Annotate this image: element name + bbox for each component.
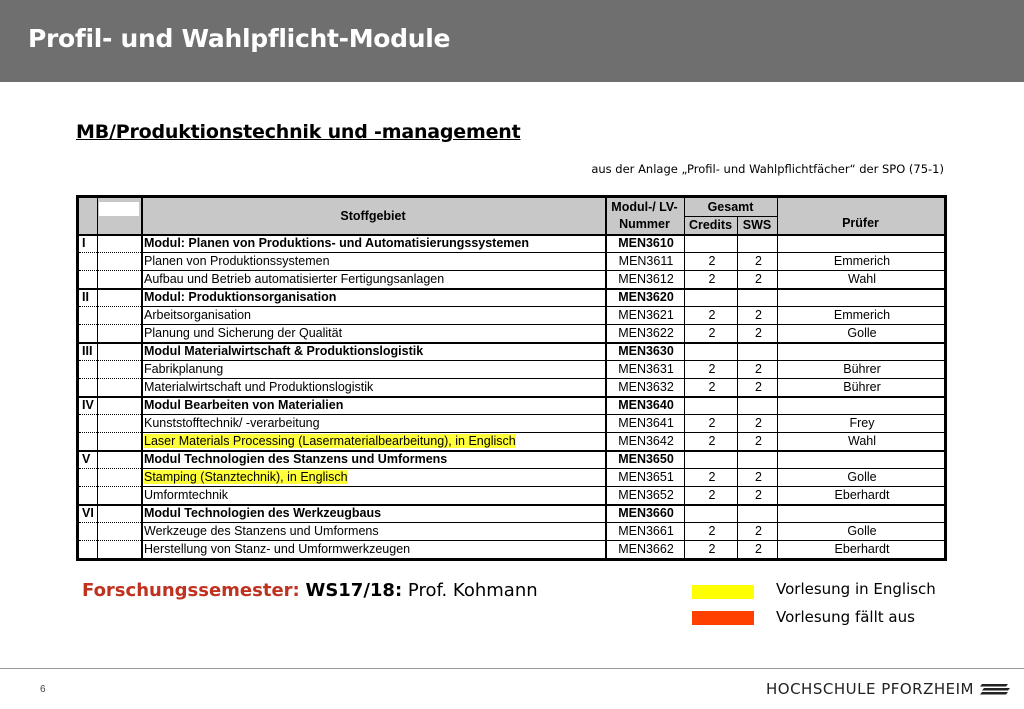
roman-numeral	[79, 414, 97, 432]
examiner-name: Emmerich	[833, 308, 891, 322]
university-logo-icon	[980, 683, 1010, 695]
row-rule	[141, 540, 944, 541]
row-rule	[141, 378, 944, 379]
subject-name: Umformtechnik	[144, 488, 229, 502]
module-number: MEN3622	[618, 326, 674, 340]
dotted-rule	[79, 414, 141, 416]
subject-name: Modul: Produktionsorganisation	[144, 290, 337, 304]
header-module-number	[605, 198, 684, 234]
research-semester-label: Forschungssemester:	[82, 580, 300, 601]
dotted-rule	[79, 270, 141, 272]
subject-name: Modul Technologien des Stanzens und Umformens	[144, 452, 448, 466]
sws-value: 2	[755, 308, 762, 322]
subject-name: Modul Materialwirtschaft & Produktionslogistik	[144, 344, 424, 358]
module-number: MEN3661	[618, 524, 674, 538]
module-number: MEN3641	[618, 416, 674, 430]
legend-label-cancelled: Vorlesung fällt aus	[776, 608, 915, 626]
group-rule	[79, 504, 944, 506]
sws-value: 2	[755, 416, 762, 430]
row-rule	[141, 252, 944, 253]
module-number: MEN3632	[618, 380, 674, 394]
highlight-english: Stamping (Stanztechnik), in Englisch	[144, 470, 348, 484]
title-bar	[0, 0, 1024, 82]
roman-numeral: VI	[82, 506, 94, 520]
subject-name: Werkzeuge des Stanzens und Umformens	[144, 524, 379, 538]
row-rule	[141, 522, 944, 523]
credits-value: 2	[708, 272, 716, 286]
course-row	[79, 486, 944, 504]
module-number: MEN3642	[618, 434, 674, 448]
subject-name: Fabrikplanung	[144, 362, 224, 376]
sws-value: 2	[755, 380, 762, 394]
examiner-name: Wahl	[847, 272, 876, 286]
legend-swatch-english	[692, 585, 754, 599]
module-number: MEN3630	[618, 344, 674, 358]
module-number: MEN3662	[618, 542, 674, 556]
examiner-name: Bührer	[843, 380, 881, 394]
examiner-name	[777, 396, 944, 414]
credits-value	[684, 396, 737, 414]
research-semester-term: WS17/18:	[305, 580, 403, 601]
examiner-name: Golle	[847, 524, 877, 538]
module-row	[79, 234, 944, 252]
roman-numeral	[79, 522, 97, 540]
module-number: MEN3652	[618, 488, 674, 502]
credits-value	[684, 450, 737, 468]
course-row	[79, 306, 944, 324]
module-number: MEN3620	[618, 290, 674, 304]
module-row	[79, 504, 944, 522]
credits-value: 2	[708, 326, 716, 340]
legend-swatch-cancelled	[692, 611, 754, 625]
row-rule	[141, 486, 944, 487]
row-rule	[141, 270, 944, 271]
subject-name	[141, 432, 605, 450]
page-number: 6	[40, 684, 46, 695]
sws-value	[737, 504, 777, 522]
roman-numeral	[79, 252, 97, 270]
row-rule	[141, 306, 944, 307]
course-row	[79, 252, 944, 270]
course-row	[79, 378, 944, 396]
sws-value	[737, 450, 777, 468]
course-row	[79, 270, 944, 288]
row-rule	[141, 360, 944, 361]
section-subtitle: MB/Produktionstechnik und -management	[76, 121, 521, 143]
dotted-rule	[79, 378, 141, 380]
credits-value	[684, 234, 737, 252]
header-cell-blank	[79, 198, 97, 234]
subject-name: Modul Technologien des Werkzeugbaus	[144, 506, 382, 520]
highlight-english: Laser Materials Processing (Lasermaterialbearbeitung), in Englisch	[144, 434, 516, 448]
research-semester-person: Prof. Kohmann	[407, 580, 538, 601]
examiner-name: Eberhardt	[834, 488, 890, 502]
row-rule	[141, 468, 944, 469]
dotted-rule	[79, 432, 141, 434]
group-rule	[79, 342, 944, 344]
legend-label-english: Vorlesung in Englisch	[776, 580, 936, 598]
sws-value: 2	[755, 272, 762, 286]
sws-value: 2	[755, 488, 762, 502]
examiner-name	[777, 504, 944, 522]
roman-numeral: III	[82, 344, 93, 358]
subject-name: Materialwirtschaft und Produktionslogistik	[144, 380, 374, 394]
header-module-number-line1: Modul-/ LV-	[611, 200, 678, 214]
sws-value	[737, 342, 777, 360]
header-credits: Credits	[684, 216, 737, 234]
credits-value: 2	[708, 488, 716, 502]
module-row	[79, 342, 944, 360]
examiner-name: Eberhardt	[834, 542, 890, 556]
sws-value: 2	[755, 362, 762, 376]
module-number: MEN3612	[618, 272, 674, 286]
credits-value	[684, 342, 737, 360]
module-number: MEN3651	[618, 470, 674, 484]
roman-numeral	[79, 378, 97, 396]
sws-value: 2	[755, 326, 762, 340]
module-row	[79, 288, 944, 306]
module-number: MEN3631	[618, 362, 674, 376]
credits-value: 2	[708, 434, 716, 448]
credits-value: 2	[708, 362, 716, 376]
column-divider	[737, 216, 738, 558]
roman-numeral: II	[82, 290, 89, 304]
subject-name: Herstellung von Stanz- und Umformwerkzeugen	[144, 542, 411, 556]
header-bottom-rule	[79, 234, 944, 236]
header-stoffgebiet: Stoffgebiet	[141, 198, 605, 234]
dotted-rule	[79, 468, 141, 470]
module-number: MEN3611	[618, 254, 674, 268]
subject-name: Arbeitsorganisation	[144, 308, 252, 322]
group-rule	[79, 396, 944, 398]
module-number: MEN3650	[618, 452, 674, 466]
module-row	[79, 450, 944, 468]
sws-value: 2	[755, 542, 762, 556]
module-row	[79, 396, 944, 414]
roman-numeral	[79, 486, 97, 504]
sws-value	[737, 396, 777, 414]
credits-value: 2	[708, 470, 716, 484]
dotted-rule	[79, 324, 141, 326]
credits-value: 2	[708, 254, 716, 268]
course-row	[79, 522, 944, 540]
header-gesamt: Gesamt	[684, 198, 777, 216]
examiner-name	[777, 450, 944, 468]
header-divider	[684, 216, 777, 217]
module-number: MEN3610	[618, 236, 674, 250]
header-sws: SWS	[737, 216, 777, 234]
credits-value: 2	[708, 524, 716, 538]
roman-numeral	[79, 324, 97, 342]
sws-value	[737, 234, 777, 252]
examiner-name: Bührer	[843, 362, 881, 376]
row-rule	[141, 414, 944, 415]
course-row	[79, 540, 944, 558]
research-semester-note	[82, 580, 538, 601]
roman-numeral	[79, 432, 97, 450]
course-row	[79, 324, 944, 342]
module-table	[76, 195, 947, 561]
roman-numeral	[79, 360, 97, 378]
header-module-number-line2: Nummer	[619, 217, 670, 231]
credits-value: 2	[708, 308, 716, 322]
examiner-name: Wahl	[847, 434, 876, 448]
subject-name: Kunststofftechnik/ -verarbeitung	[144, 416, 320, 430]
course-row	[79, 414, 944, 432]
course-row	[79, 468, 944, 486]
module-number: MEN3660	[618, 506, 674, 520]
group-rule	[79, 288, 944, 290]
roman-numeral	[79, 468, 97, 486]
roman-numeral: V	[82, 452, 91, 466]
dotted-rule	[79, 306, 141, 308]
examiner-name	[777, 288, 944, 306]
roman-numeral	[79, 306, 97, 324]
course-row	[79, 432, 944, 450]
group-rule	[79, 450, 944, 452]
subject-name: Planung und Sicherung der Qualität	[144, 326, 343, 340]
row-rule	[141, 432, 944, 433]
sws-value: 2	[755, 254, 762, 268]
credits-value: 2	[708, 542, 716, 556]
credits-value	[684, 288, 737, 306]
subject-name: Modul: Planen von Produktions- und Automatisierungssystemen	[144, 236, 529, 250]
examiner-name: Emmerich	[833, 254, 891, 268]
roman-numeral	[79, 270, 97, 288]
examiner-name	[777, 342, 944, 360]
sws-value: 2	[755, 524, 762, 538]
dotted-rule	[79, 360, 141, 362]
examiner-name: Golle	[847, 470, 877, 484]
dotted-rule	[79, 252, 141, 254]
sws-value	[737, 288, 777, 306]
credits-value: 2	[708, 380, 716, 394]
row-rule	[141, 324, 944, 325]
header-pruefer: Prüfer	[777, 198, 944, 234]
subject-name	[141, 468, 605, 486]
dotted-rule	[79, 522, 141, 524]
source-note: aus der Anlage „Profil- und Wahlpflichtfächer“ der SPO (75-1)	[591, 162, 944, 176]
course-row	[79, 360, 944, 378]
brand-name: HOCHSCHULE PFORZHEIM	[766, 680, 974, 698]
examiner-name: Frey	[849, 416, 875, 430]
subject-name: Aufbau und Betrieb automatisierter Fertigungsanlagen	[144, 272, 445, 286]
module-number: MEN3640	[618, 398, 674, 412]
header-tab	[99, 202, 139, 216]
roman-numeral: I	[82, 236, 86, 250]
dotted-rule	[79, 486, 141, 488]
subject-name: Planen von Produktionssystemen	[144, 254, 330, 268]
roman-numeral: IV	[82, 398, 94, 412]
examiner-name	[777, 234, 944, 252]
dotted-rule	[79, 540, 141, 542]
module-number: MEN3621	[618, 308, 674, 322]
examiner-name: Golle	[847, 326, 877, 340]
credits-value	[684, 504, 737, 522]
credits-value: 2	[708, 416, 716, 430]
sws-value: 2	[755, 470, 762, 484]
footer-divider	[0, 668, 1024, 669]
sws-value: 2	[755, 434, 762, 448]
page-title: Profil- und Wahlpflicht-Module	[28, 24, 451, 53]
roman-numeral	[79, 540, 97, 558]
subject-name: Modul Bearbeiten von Materialien	[144, 398, 344, 412]
